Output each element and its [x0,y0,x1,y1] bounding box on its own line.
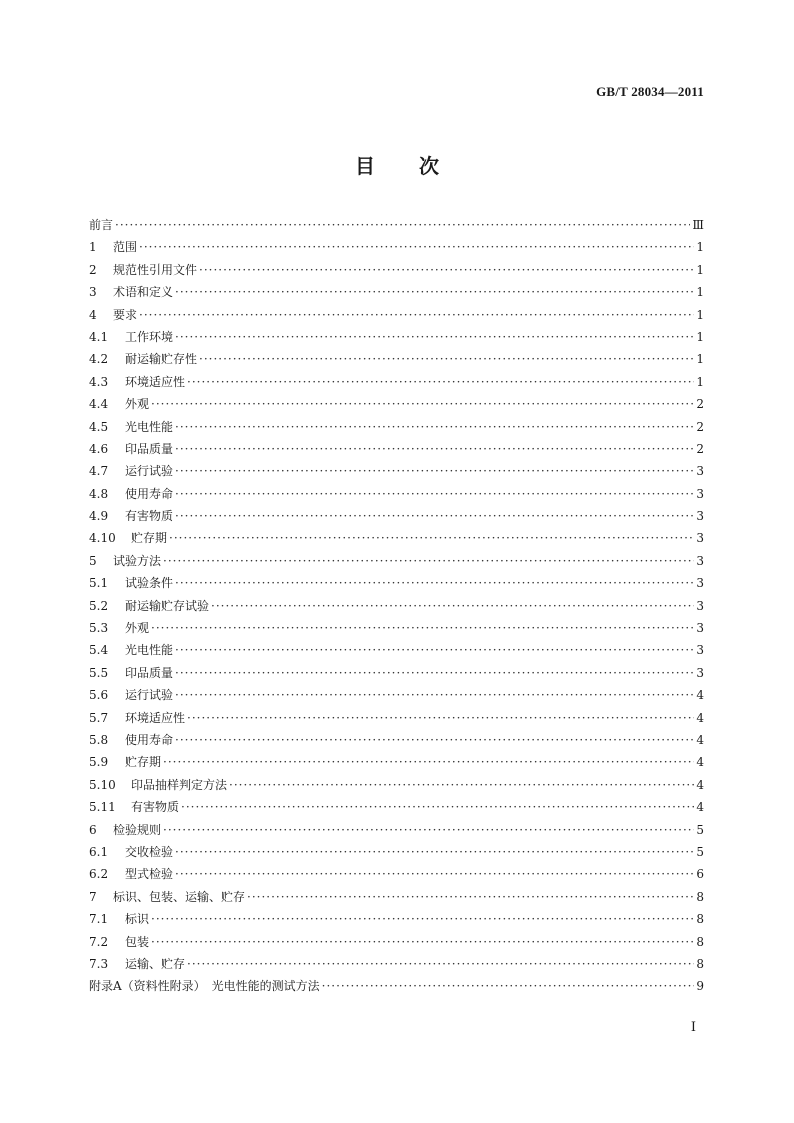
toc-entry-label: 型式检验 [125,867,174,882]
toc-entry-number: 7 [89,889,97,904]
toc-entry-label: 使用寿命 [125,486,174,501]
toc-entry-number: 4.7 [89,464,109,479]
toc-entry-number: 5.10 [89,777,116,792]
toc-entry-number: 5.11 [89,800,116,815]
toc-entry[interactable] [89,776,704,798]
toc-entry[interactable] [89,261,704,283]
toc-entry-page: 6 [696,867,704,882]
table-of-contents [89,216,704,1000]
toc-leader-dots [175,487,694,501]
toc-entry-label: 规范性引用文件 [113,262,198,277]
toc-entry[interactable] [89,306,704,328]
toc-entry-label: 外观 [125,397,150,412]
toc-entry-page: 4 [696,732,704,747]
toc-leader-dots [163,823,694,837]
toc-entry-label: 使用寿命 [125,732,174,747]
toc-entry-label: 耐运输贮存试验 [125,598,210,613]
toc-entry-page: 3 [696,509,704,524]
toc-entry-number: 6.2 [89,867,109,882]
toc-entry-number: 4.3 [89,374,109,389]
toc-entry[interactable] [89,664,704,686]
toc-entry[interactable] [89,507,704,529]
toc-leader-dots [175,666,694,680]
toc-leader-dots [175,330,694,344]
toc-entry[interactable] [89,238,704,260]
toc-entry-page: 1 [696,374,704,389]
toc-leader-dots [211,599,694,613]
toc-entry-page: 1 [696,262,704,277]
toc-entry-number: 6.1 [89,844,109,859]
toc-entry-page: 2 [696,419,704,434]
toc-entry-number: 5.6 [89,688,109,703]
page-folio: Ⅰ [690,1019,696,1034]
toc-leader-dots [187,711,694,725]
toc-entry-page: Ⅲ [692,218,704,232]
toc-entry-label: 交收检验 [125,844,174,859]
toc-entry[interactable] [89,955,704,977]
page-title [0,150,794,179]
toc-leader-dots [175,867,694,881]
toc-entry-page: 9 [696,979,704,994]
toc-entry-label: 印品质量 [125,665,174,680]
toc-entry-label: 标识、包装、运输、贮存 [113,889,246,904]
toc-entry-number: 4.8 [89,486,109,501]
toc-leader-dots [175,509,694,523]
toc-entry-number: 5.3 [89,621,109,636]
toc-entry-page: 1 [696,307,704,322]
toc-entry-label: 检验规则 [113,822,162,837]
toc-entry-label: 印品抽样判定方法 [131,777,228,792]
toc-entry-number: 5.1 [89,576,109,591]
toc-entry-number: 4.5 [89,419,109,434]
toc-entry[interactable] [89,395,704,417]
title-char-1: 目 [355,154,375,178]
toc-entry-label: 有害物质 [131,800,180,815]
toc-entry-page: 3 [696,531,704,546]
toc-leader-dots [139,240,694,254]
toc-entry-label: 印品质量 [125,441,174,456]
toc-entry[interactable] [89,888,704,910]
toc-entry-label: 范围 [113,240,138,255]
toc-leader-dots [163,755,694,769]
toc-entry-page: 3 [696,553,704,568]
toc-entry[interactable] [89,529,704,551]
toc-entry-label: 耐运输贮存性 [125,352,198,367]
toc-entry-number: 7.2 [89,934,109,949]
toc-leader-dots [115,218,690,232]
toc-entry[interactable] [89,686,704,708]
toc-entry-label: 环境适应性 [125,710,186,725]
toc-entry-number: 1 [89,240,97,255]
toc-leader-dots [175,643,694,657]
toc-leader-dots [175,420,694,434]
toc-entry[interactable] [89,709,704,731]
toc-leader-dots [199,263,694,277]
toc-entry-page: 3 [696,464,704,479]
toc-leader-dots [247,890,694,904]
toc-entry[interactable] [89,597,704,619]
toc-entry-page: 2 [696,397,704,412]
toc-entry[interactable] [89,283,704,305]
toc-entry-page: 3 [696,665,704,680]
toc-entry[interactable] [89,373,704,395]
toc-entry-label: 标识 [125,912,150,927]
toc-entry-page: 4 [696,777,704,792]
toc-leader-dots [175,464,694,478]
toc-entry-label: 要求 [113,307,138,322]
toc-entry-number: 5.8 [89,732,109,747]
toc-entry[interactable] [89,843,704,865]
toc-leader-dots [163,554,694,568]
toc-entry-label: 前言 [89,218,114,232]
toc-leader-dots [151,935,694,949]
toc-entry[interactable] [89,731,704,753]
toc-entry-label: 试验条件 [125,576,174,591]
toc-leader-dots [187,375,694,389]
toc-entry-number: 5.5 [89,665,109,680]
toc-entry-page: 3 [696,486,704,501]
toc-entry[interactable] [89,552,704,574]
toc-entry-number: 4.1 [89,329,109,344]
toc-entry[interactable] [89,462,704,484]
toc-leader-dots [169,531,694,545]
toc-entry[interactable] [89,753,704,775]
toc-entry-label: 光电性能 [125,419,174,434]
toc-entry[interactable] [89,619,704,641]
toc-leader-dots [175,688,694,702]
toc-entry-number: 5.4 [89,643,109,658]
toc-entry-label: 贮存期 [125,755,162,770]
toc-entry-number: 6 [89,822,97,837]
toc-entry[interactable] [89,910,704,932]
toc-entry-label: 包装 [125,934,150,949]
toc-leader-dots [187,957,694,971]
toc-entry-label: 术语和定义 [113,285,174,300]
toc-entry-page: 3 [696,621,704,636]
toc-entry[interactable] [89,798,704,820]
toc-entry-page: 1 [696,329,704,344]
toc-entry-page: 4 [696,688,704,703]
toc-entry-label: 运输、贮存 [125,956,186,971]
toc-entry-number: 4 [89,307,97,322]
toc-entry-page: 3 [696,576,704,591]
toc-entry-page: 5 [696,844,704,859]
toc-entry[interactable] [89,641,704,663]
toc-entry-number: 4.4 [89,397,109,412]
toc-entry-label: 试验方法 [113,553,162,568]
toc-entry-number: 7.3 [89,956,109,971]
toc-entry-number: 5.9 [89,755,109,770]
toc-entry-page: 4 [696,800,704,815]
toc-leader-dots [151,397,694,411]
toc-entry-label: 外观 [125,621,150,636]
toc-entry-page: 8 [696,912,704,927]
toc-leader-dots [139,308,694,322]
toc-entry[interactable] [89,933,704,955]
toc-entry[interactable] [89,328,704,350]
toc-entry-page: 4 [696,755,704,770]
toc-leader-dots [175,442,694,456]
toc-entry-page: 1 [696,352,704,367]
toc-entry[interactable] [89,821,704,843]
toc-entry-label: 工作环境 [125,329,174,344]
toc-entry-page: 8 [696,956,704,971]
toc-entry-label: 运行试验 [125,464,174,479]
toc-entry-number: 4.9 [89,509,109,524]
title-char-2: 次 [419,154,439,178]
toc-entry-label: 光电性能 [125,643,174,658]
toc-entry-label: 有害物质 [125,509,174,524]
toc-leader-dots [199,352,694,366]
toc-entry[interactable] [89,485,704,507]
standard-code: GB/T 28034—2011 [596,84,704,99]
toc-entry-number: 4.10 [89,531,116,546]
toc-entry-page: 5 [696,822,704,837]
toc-entry-number: 3 [89,285,97,300]
toc-entry-page: 3 [696,598,704,613]
toc-leader-dots [175,285,694,299]
toc-entry-page: 8 [696,889,704,904]
toc-leader-dots [322,979,694,993]
toc-entry-number: 7.1 [89,912,109,927]
toc-leader-dots [229,778,694,792]
toc-entry[interactable] [89,865,704,887]
toc-entry-number: 5.2 [89,598,109,613]
toc-entry-number: 4.6 [89,441,109,456]
toc-entry[interactable] [89,216,704,238]
toc-entry[interactable] [89,977,704,999]
toc-entry-label: 贮存期 [131,531,168,546]
toc-entry[interactable] [89,350,704,372]
toc-entry-number: 2 [89,262,97,277]
toc-entry-number: 5 [89,553,97,568]
toc-entry-page: 3 [696,643,704,658]
toc-entry-page: 8 [696,934,704,949]
toc-entry-number: 4.2 [89,352,109,367]
toc-entry[interactable] [89,440,704,462]
toc-leader-dots [175,576,694,590]
toc-leader-dots [151,621,694,635]
toc-leader-dots [175,733,694,747]
toc-entry-page: 1 [696,285,704,300]
toc-entry-label: 运行试验 [125,688,174,703]
toc-entry-page: 2 [696,441,704,456]
toc-leader-dots [181,800,694,814]
toc-leader-dots [175,845,694,859]
toc-entry-label: 环境适应性 [125,374,186,389]
toc-entry[interactable] [89,418,704,440]
toc-entry[interactable] [89,574,704,596]
toc-entry-number: 5.7 [89,710,109,725]
toc-entry-page: 1 [696,240,704,255]
toc-entry-label: 附录A（资料性附录） 光电性能的测试方法 [89,979,320,994]
toc-entry-page: 4 [696,710,704,725]
toc-leader-dots [151,912,694,926]
